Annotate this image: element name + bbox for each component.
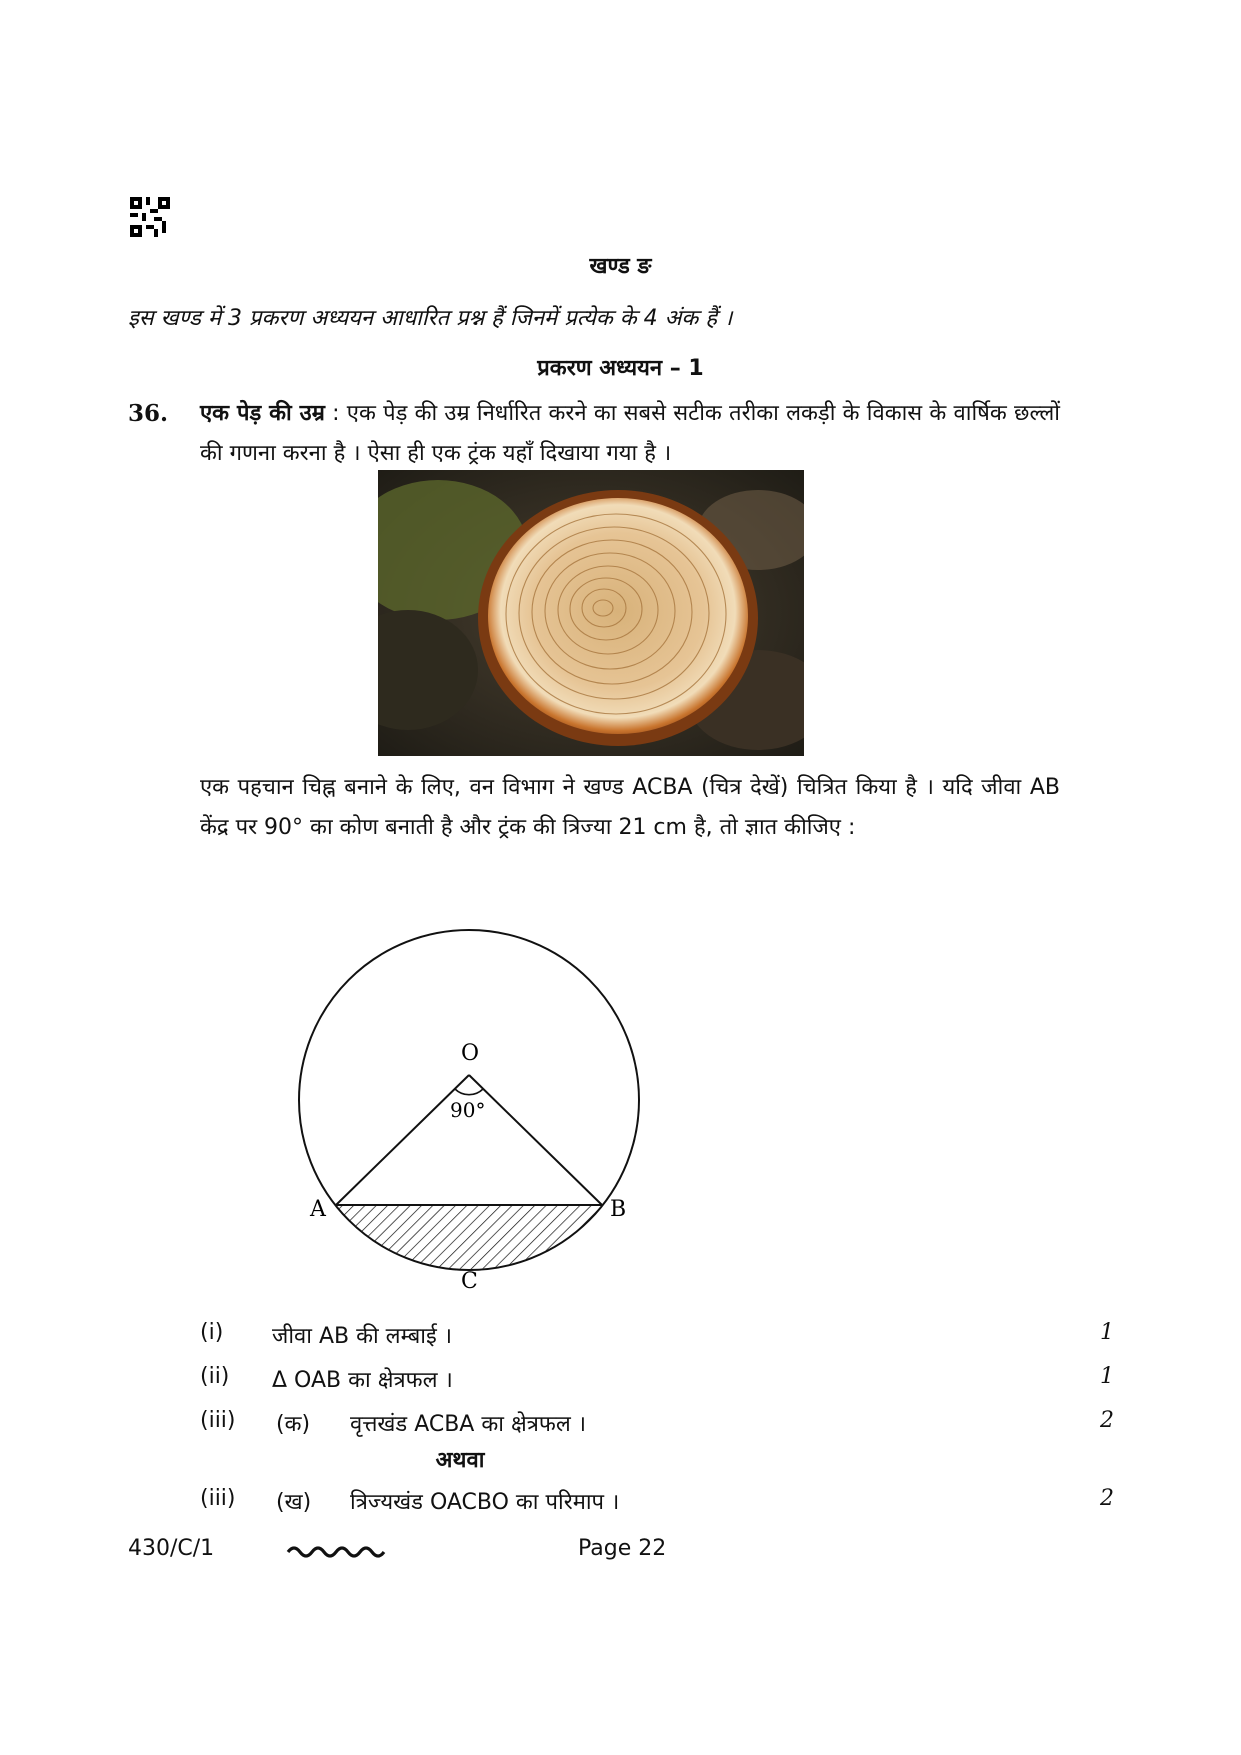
label-b: B: [610, 1197, 627, 1222]
or-label: अथवा: [435, 1448, 485, 1473]
page-number: Page 22: [578, 1536, 667, 1561]
part-3b-marks: 2: [1100, 1486, 1114, 1511]
question-number: 36.: [128, 400, 169, 427]
tilde-ornament-icon: [286, 1540, 386, 1562]
part-2-marks: 1: [1100, 1364, 1114, 1389]
question-heading: एक पेड़ की उम्र: [200, 401, 325, 426]
radius-oa: [336, 1075, 469, 1205]
part-3a-option: (क): [276, 1412, 311, 1437]
circle-segment-diagram: [270, 870, 670, 1310]
part-3a-marks: 2: [1100, 1408, 1114, 1433]
part-3a-text: वृत्तखंड ACBA का क्षेत्रफल ।: [350, 1412, 587, 1437]
section-title: खण्ड ङ: [589, 254, 652, 279]
angle-arc: [455, 1089, 483, 1095]
part-1-marks: 1: [1100, 1320, 1114, 1345]
tree-trunk-photo: [378, 470, 804, 756]
question-details: एक पहचान चिह्न बनाने के लिए, वन विभाग ने खण्ड ACBA (चित्र देखें) चित्रित किया है । यदि जीवा AB केंद्र पर 90° का कोण बनाती है और ट्रंक की त्रिज्या 21 cm है, तो ज्ञात कीजिए :: [200, 775, 1060, 840]
part-3b-text: त्रिज्यखंड OACBO का परिमाप ।: [350, 1490, 620, 1515]
part-3b-option: (ख): [276, 1490, 312, 1515]
question-intro: [200, 394, 1060, 474]
question-intro-text: : एक पेड़ की उम्र निर्धारित करने का सबसे सटीक तरीका लकड़ी के विकास के वार्षिक छल्लों की गणना करना है । ऐसा ही एक ट्रंक यहाँ दिखाया गया है ।: [200, 401, 1060, 466]
part-2-number: (ii): [200, 1364, 230, 1389]
qr-code-icon: [130, 197, 170, 237]
section-instructions: इस खण्ड में 3 प्रकरण अध्ययन आधारित प्रश्न हैं जिनमें प्रत्येक के 4 अंक हैं ।: [128, 306, 733, 331]
angle-label: 90°: [450, 1098, 486, 1122]
label-o: O: [461, 1041, 480, 1066]
case-study-title: प्रकरण अध्ययन – 1: [537, 356, 704, 381]
radius-ob: [469, 1075, 602, 1205]
paper-code: 430/C/1: [128, 1536, 215, 1561]
label-c: C: [461, 1269, 478, 1294]
part-1-text: जीवा AB की लम्बाई ।: [272, 1324, 453, 1349]
part-1-number: (i): [200, 1320, 224, 1345]
part-3b-number: (iii): [200, 1486, 236, 1511]
part-3a-number: (iii): [200, 1408, 236, 1433]
label-a: A: [310, 1197, 326, 1222]
part-2-text: Δ OAB का क्षेत्रफल ।: [272, 1368, 453, 1393]
